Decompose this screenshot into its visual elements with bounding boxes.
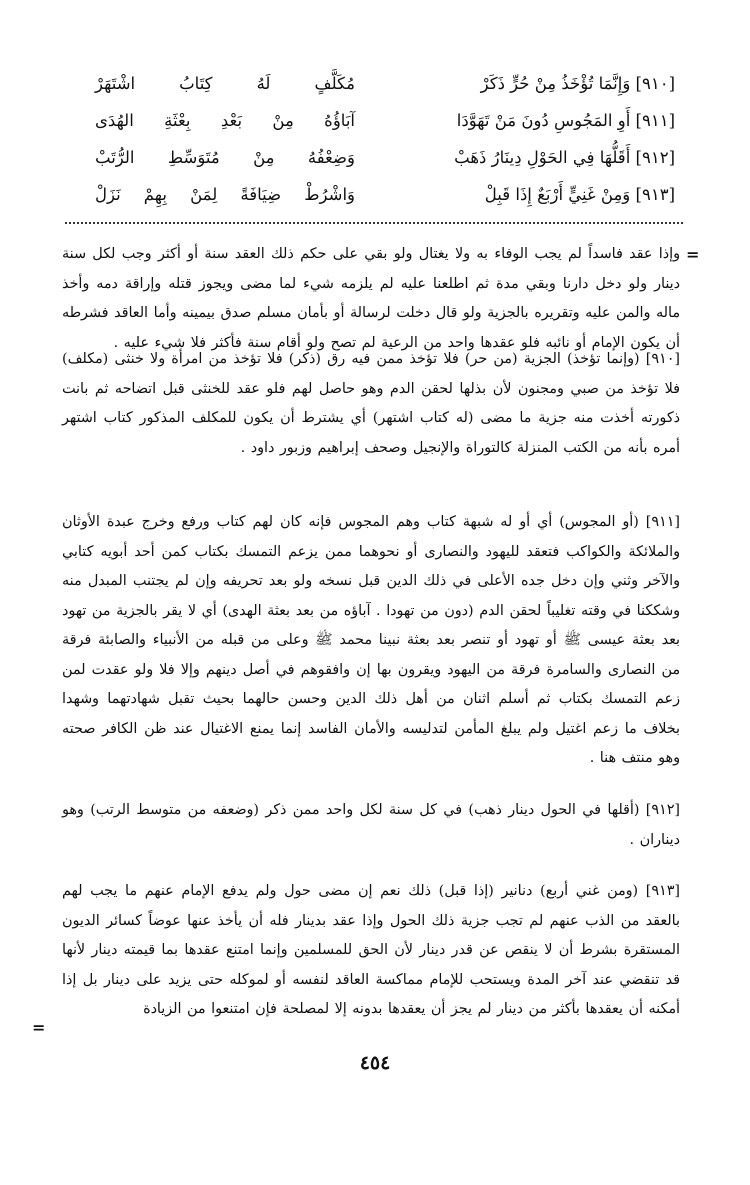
verse-row bbox=[95, 66, 675, 103]
commentary-paragraph: [٩١٣] (ومن غني أربع) دنانير (إذا قبل) ذلك نعم إن مضى حول ولم يدفع الإمام عنهم ما يجب لهم بالعقد من الذب عنهم لم تجب جزية ذلك الحول وإذا عقد بدينار فله أن يأخذ عنها عوضاً كسائر الديون المستقرة بشرط أن لا ينقص عن قدر دينار لأن الحق للمسلمين وإنما امتنع عقدها بما قيمته دينار لأنها قد تنقضي عند آخر المدة ويستحب للإمام مماكسة العاقد لنفسه أو لموكله حتى يزيد على دينار بل إذا أمكنه أن يعقدها بأكثر من دينار لم يجز أن يعقدها بدونه إلا لمصلحة فإن امتنعوا من الزيادة bbox=[62, 883, 680, 1017]
verse-first-hemistich: [٩١٣] وَمِنْ غَنِيٍّ أَرْبَعٌ إِذَا قَبِلْ bbox=[484, 185, 675, 205]
verse-first-hemistich: [٩١٠] وَإِنَّمَا تُؤْخَذُ مِنْ حُرٍّ ذَكَرْ bbox=[480, 74, 675, 94]
verse-row bbox=[95, 103, 675, 140]
verse-row bbox=[95, 140, 675, 177]
verse-first-hemistich: [٩١١] أَوِ المَجُوسِ دُونَ مَنْ تَهَوَّدَا bbox=[456, 111, 675, 131]
continuation-mark-top: = bbox=[686, 245, 700, 264]
dotted-separator bbox=[65, 222, 683, 224]
verse-row bbox=[95, 177, 675, 214]
continuation-mark-bottom: = bbox=[32, 1018, 46, 1037]
commentary-paragraph: [٩١٢] (أقلها في الحول دينار ذهب) في كل سنة لكل واحد ممن ذكر (وضعفه من متوسط الرتب) وهو ديناران . bbox=[62, 802, 680, 848]
commentary-paragraph: [٩١٠] (وإنما تؤخذ) الجزية (من حر) فلا تؤخذ ممن فيه رق (ذكر) فلا تؤخذ من امرأة ولا خنثى (مكلف) فلا تؤخذ من صبي ومجنون لأن بذلها لحقن الدم وهو حاصل لهم فلو عقد للخنثى قبل اتضاحه ثم بانت ذكورته أخذت منه جزية ما مضى (له كتاب اشتهر) أي يشترط أن يكون للمكلف المذكور كتاب اشتهر أمره بأنه من الكتب المنزلة كالتوراة والإنجيل وصحف إبراهيم وزبور داود . bbox=[62, 351, 680, 456]
page-number: ٤٥٤ bbox=[359, 1052, 391, 1074]
verse-first-hemistich: [٩١٢] أَقَلُّهَا فِي الحَوْلِ دِينَارُ ذَهَبْ bbox=[454, 148, 675, 168]
verse-block bbox=[95, 66, 675, 214]
verse-second-hemistich: وَضِعْفُهُ مِنْ مُتَوَسِّطِ الرُّتَبْ bbox=[95, 148, 355, 168]
commentary-paragraph: وإذا عقد فاسداً لم يجب الوفاء به ولا يغتال ولو بقي على حكم ذلك العقد سنة أو أكثر وجب لكل سنة دينار ولو دخل دارنا وبقي مدة ثم اطلعنا عليه لم يلزمه شيء لما مضى ويجوز قتله وإراقة دمه وأخذ ماله والمن عليه وتقريره بالجزية ولو قال دخلت لرسالة أو بأمان مسلم صدق بيمينه وأما العاقد فشرطه أن يكون الإمام أو نائبه فلو عقدها واحد من الرعية لم تصح ولو أقام سنة فأكثر فلا شيء عليه . bbox=[62, 246, 680, 351]
verse-second-hemistich: آبَاؤُهُ مِنْ بَعْدِ بِعْثَةِ الهُدَى bbox=[95, 111, 355, 131]
verse-second-hemistich: مُكَلَّفٍ لَهُ كِتَابُ اشْتَهَرْ bbox=[95, 74, 355, 94]
commentary-paragraph: [٩١١] (أو المجوس) أي أو له شبهة كتاب وهم المجوس فإنه كان لهم كتاب ورفع وخرج عبدة الأوثان والملائكة والكواكب فتعقد لليهود والنصارى أو نحوهما ممن يزعم التمسك بكتاب كمن أحد أبويه كتابي والآخر وثني وإن دخل جده الأعلى في ذلك الدين قبل نسخه ولو بعد تحريفه وإن لم يجتنب المبدل منه وشككنا في وقته تغليباً لحقن الدم (دون من تهودا . آباؤه من بعد بعثة الهدى) أي لا يقر بالجزية من تهود بعد بعثة عيسى ﷺ أو تهود أو تنصر بعد بعثة نبينا محمد ﷺ وعلى من قبله من الأنبياء والصابئة فرقة من النصارى والسامرة فرقة من اليهود ويقرون بها إن وافقوهم في أصل دينهم وإلا فلا ولو عقدت لمن زعم التمسك بكتاب ثم أسلم اثنان من أهل ذلك الدين وحسن حالهما بحيث تقبل شهادتهما وشهدا بخلاف ما زعم اغتيل ولم يبلغ المأمن لتدليسه والأمان الفاسد إنما يمنع الاغتيال عند ظن الكافر صحته وهو منتف هنا . bbox=[62, 514, 680, 766]
verse-second-hemistich: وَاشْرُطْ ضِيَافَةً لِمَنْ بِهِمْ نَزَلْ bbox=[95, 185, 355, 205]
